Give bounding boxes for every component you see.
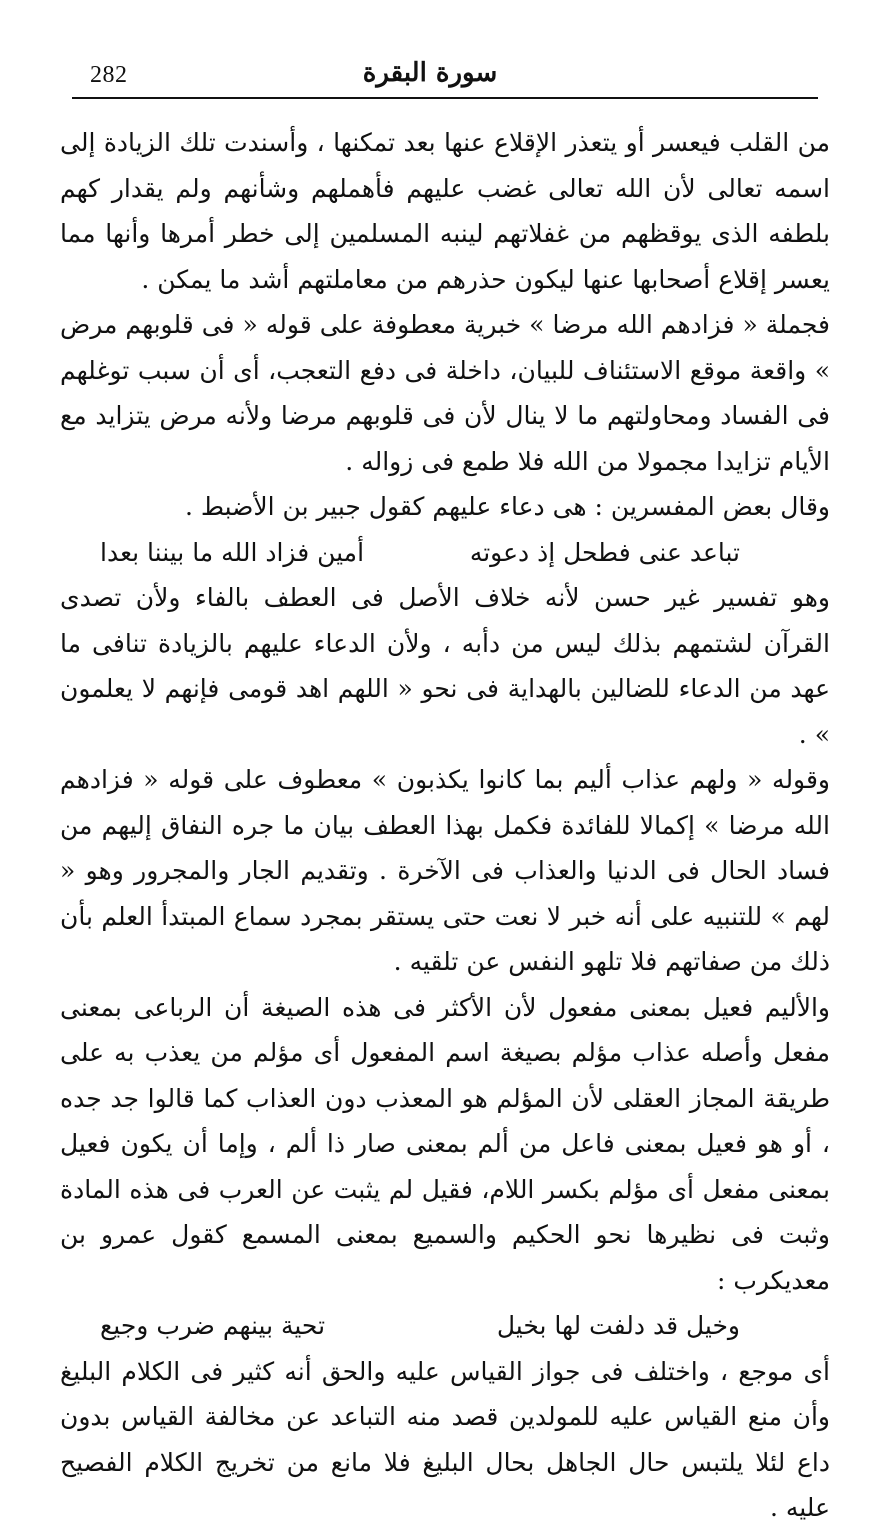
paragraph: وهو تفسير غير حسن لأنه خلاف الأصل فى العطف بالفاء ولأن تصدى القرآن لشتمهم بذلك ليس من دأبه ، ولأن الدعاء عليهم بالزيادة تنافى ما عهد من الدعاء للضالين بالهداية فى نحو « اللهم اهد قومى فإنهم لا يعلمون » . (60, 583, 830, 749)
verse-second-hemistich: أمين فزاد الله ما بيننا بعدا (100, 537, 365, 567)
paragraph: والأليم فعيل بمعنى مفعول لأن الأكثر فى هذه الصيغة أن الرباعى بمعنى مفعل وأصله عذاب مؤلم بصيغة اسم المفعول أى مؤلم من يعذب به على طريقة المجاز العقلى لأن المؤلم هو المعذب دون العذاب كما قالوا جد جده ، أو هو فعيل بمعنى فاعل من ألم بمعنى صار ذا ألم ، وإما أن يكون فعيل بمعنى مفعل أى مؤلم بكسر اللام، فقيل لم يثبت عن العرب فى هذه المادة وثبت فى نظيرها نحو الحكيم والسميع بمعنى المسمع كقول عمرو بن معديكرب : (60, 992, 830, 1295)
verse-second-hemistich: تحية بينهم ضرب وجيع (100, 1311, 326, 1340)
page-number: 282 (90, 62, 128, 88)
poetry-verse (60, 1303, 830, 1349)
verse-first-hemistich: تباعد عنى فطحل إذ دعوته (469, 537, 740, 567)
running-title: سورة البقرة (362, 58, 498, 88)
page-body (60, 120, 830, 1531)
header-rule (72, 97, 818, 99)
paragraph: وقوله « ولهم عذاب أليم بما كانوا يكذبون » معطوف على قوله « فزادهم الله مرضا » إكمالا للفائدة فكمل بهذا العطف بيان ما جره النفاق إليهم من فساد الحال فى الدنيا والعذاب فى الآخرة . وتقديم الجار والمجرور وهو « لهم » للتنبيه على أنه خبر لا نعت حتى يستقر بمجرد سماع المبتدأ العلم بأن ذلك من صفاتهم فلا تلهو النفس عن تلقيه . (60, 765, 830, 976)
paragraph: أى موجع ، واختلف فى جواز القياس عليه والحق أنه كثير فى الكلام البليغ وأن منع القياس عليه للمولدين قصد منه التباعد عن مخالفة القياس بدون داع لئلا يلتبس حال الجاهل بحال البليغ فلا مانع من تخريج الكلام الفصيح عليه . (60, 1356, 830, 1522)
paragraph: فجملة « فزادهم الله مرضا » خبرية معطوفة على قوله « فى قلوبهم مرض » واقعة موقع الاستئناف للبيان، داخلة فى دفع التعجب، أى أن سبب توغلهم فى الفساد ومحاولتهم ما لا ينال لأن فى قلوبهم مرضا ولأنه مرض يتزايد مع الأيام تزايدا مجمولا من الله فلا طمع فى زواله . (60, 310, 830, 476)
verse-first-hemistich: وخيل قد دلفت لها بخيل (496, 1311, 740, 1340)
paragraph: من القلب فيعسر أو يتعذر الإقلاع عنها بعد تمكنها ، وأسندت تلك الزيادة إلى اسمه تعالى لأن الله تعالى غضب عليهم فأهملهم وشأنهم ولم يقدار كهم بلطفه الذى يوقظهم من غفلاتهم لينبه المسلمين إلى خطر أمرها وأنها مما يعسر إقلاع أصحابها عنها ليكون حذرهم من معاملتهم أشد ما يمكن . (60, 128, 830, 294)
poetry-verse (60, 530, 830, 576)
paragraph: وقال بعض المفسرين : هى دعاء عليهم كقول جبير بن الأضبط . (185, 492, 830, 521)
